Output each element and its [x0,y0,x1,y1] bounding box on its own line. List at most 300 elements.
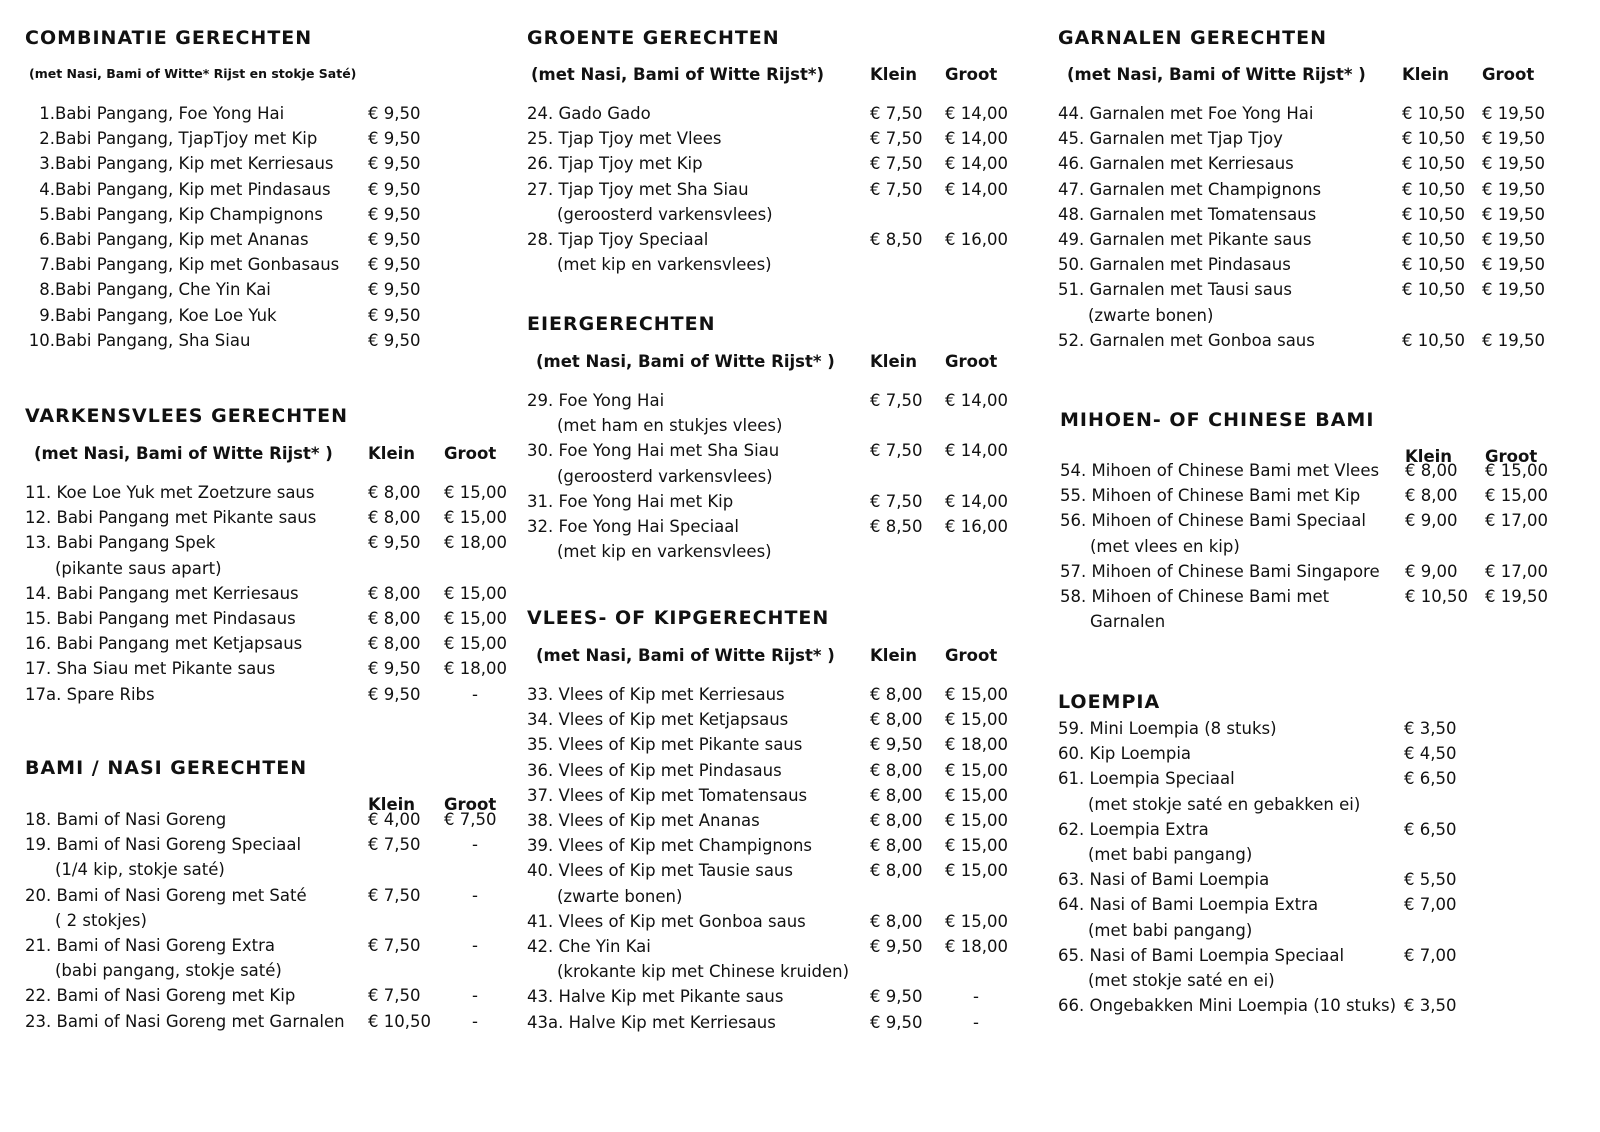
menu-item [1058,584,1588,610]
section-subtitle: (met Nasi, Bami of Witte Rijst* ) [34,444,333,463]
item-name [25,151,334,177]
item-name [1088,303,1213,329]
menu-item [25,983,515,1009]
item-title: Mihoen of Chinese Bami Speciaal [1091,511,1366,531]
price-groot: € 18,00 [444,659,507,679]
item-name [25,126,317,152]
item-name [1088,842,1252,868]
item-title: Garnalen met Tomatensaus [1089,204,1317,224]
menu-item-note [1058,303,1588,329]
item-number: 25. [527,129,554,149]
item-number: 1. [39,104,55,123]
item-number: 46. [1058,154,1085,174]
item-name [527,682,785,708]
item-title: Tjap Tjoy met Kip [558,154,703,174]
section-subtitle: (met Nasi, Bami of Witte Rijst* ) [1067,65,1366,84]
menu-item [527,934,1027,960]
item-name [1060,559,1380,585]
item-name [557,539,772,565]
menu-item [1058,277,1588,303]
item-number: 14. [25,583,52,603]
menu-item [527,758,1027,784]
price-groot: - [973,987,979,1007]
item-title: Babi Pangang met Ketjapsaus [56,634,303,654]
menu-item [527,151,1027,177]
item-name [55,857,225,883]
item-name [1058,867,1269,893]
menu-item [1058,328,1588,354]
price-klein: € 9,50 [368,204,421,224]
item-name [527,732,802,758]
price-groot: € 14,00 [945,179,1008,199]
price-klein: € 10,50 [1402,204,1465,224]
item-title: (babi pangang, stokje saté) [55,961,282,981]
price-klein: € 9,50 [870,1012,923,1032]
item-title: Vlees of Kip met Ananas [558,811,760,830]
menu-item [527,388,1027,414]
item-number: 16. [25,634,52,654]
price-groot: € 18,00 [444,533,507,553]
item-number: 23. [25,1011,52,1031]
menu-item [1058,483,1588,509]
item-number: 28. [527,230,554,249]
item-title: (geroosterd varkensvlees) [557,466,773,486]
price-klein: € 10,50 [1402,330,1465,350]
price-klein: € 9,50 [368,684,421,704]
item-name [25,252,339,278]
item-number: 43. [527,987,554,1007]
item-name [25,227,309,253]
menu-item [25,202,515,228]
item-name [1058,252,1291,278]
item-name [25,933,275,959]
item-number: 5. [39,204,55,224]
price-klein: € 7,50 [870,154,923,174]
price-klein: € 8,00 [870,685,923,704]
price-groot: - [973,1012,979,1032]
item-name [25,202,323,228]
price-groot: € 15,00 [945,836,1008,856]
item-title: Vlees of Kip met Tomatensaus [558,785,808,805]
menu-item [1058,716,1588,742]
menu-item [1058,252,1588,278]
price-groot: - [472,885,478,905]
item-number: 6. [39,230,55,249]
item-title: Mini Loempia (8 stuks) [1089,719,1277,738]
item-number: 30. [527,441,554,461]
section-title: GARNALEN GERECHTEN [1058,27,1328,49]
item-title: (zwarte bonen) [557,886,683,906]
item-number: 36. [527,760,554,780]
item-title: Vlees of Kip met Gonboa saus [558,911,806,931]
price-groot: - [472,684,478,704]
item-number: 64. [1058,895,1085,915]
section-title: COMBINATIE GERECHTEN [25,27,313,49]
price-groot: € 19,50 [1482,330,1545,350]
menu-item [25,606,515,632]
item-name [557,464,773,490]
item-name [25,832,301,858]
item-name [1058,101,1314,127]
price-klein: € 10,50 [1402,255,1465,275]
item-number: 57. [1060,561,1087,581]
menu-item [25,480,515,506]
item-title: (geroosterd varkensvlees) [557,204,773,224]
item-title: Babi Pangang, Kip met Kerriesaus [55,154,334,174]
price-groot: € 14,00 [945,129,1008,149]
price-groot: € 19,50 [1482,129,1545,149]
item-title: (met babi pangang) [1088,920,1253,940]
groot-header: Groot [945,352,998,371]
price-klein: € 7,50 [870,441,923,461]
price-klein: € 9,50 [870,987,923,1007]
item-title: (met stokje saté en ei) [1088,971,1275,990]
item-name [527,227,708,253]
groot-header: Groot [444,444,497,463]
item-title: Babi Pangang, Kip met Pindasaus [55,179,331,199]
price-groot: € 18,00 [945,937,1008,956]
item-name [1060,483,1360,509]
price-groot: € 15,00 [444,583,507,603]
menu-item [1058,943,1588,969]
menu-item-note [1058,534,1588,560]
item-name [1090,609,1165,635]
menu-item-note [1058,842,1588,868]
menu-column-3 [1058,0,1588,1132]
item-title: (krokante kip met Chinese kruiden) [557,962,850,982]
price-klein: € 10,50 [1402,230,1465,249]
menu-item-note [527,884,1027,910]
item-name [25,807,226,833]
item-title: Babi Pangang, Koe Loe Yuk [55,305,277,325]
item-number: 7. [39,255,55,275]
item-name [25,606,296,632]
price-klein: € 10,50 [1402,179,1465,199]
item-number: 4. [39,179,55,199]
item-title: Tjap Tjoy met Vlees [558,129,722,149]
item-number: 63. [1058,870,1085,890]
item-title: (1/4 kip, stokje saté) [55,860,225,880]
item-title: Babi Pangang met Kerriesaus [56,583,299,603]
price-groot: € 19,50 [1485,587,1548,606]
item-number: 40. [527,861,554,881]
item-title: Bami of Nasi Goreng met Kip [56,986,296,1006]
item-name [1058,177,1321,203]
item-title: Halve Kip met Pikante saus [558,987,784,1007]
item-title: Mihoen of Chinese Bami met [1091,587,1330,606]
price-klein: € 8,00 [870,710,923,730]
menu-column-1 [25,0,515,1132]
price-groot: € 16,00 [945,230,1008,249]
menu-item [25,227,515,253]
item-name [1060,584,1329,610]
item-title: Garnalen met Foe Yong Hai [1089,104,1314,123]
price-groot: € 19,50 [1482,230,1545,249]
price-klein: € 10,50 [368,1011,431,1031]
price-groot: € 16,00 [945,517,1008,536]
item-title: Bami of Nasi Goreng met Garnalen [56,1011,345,1031]
menu-item [25,101,515,127]
menu-item [527,227,1027,253]
item-name [25,328,250,354]
menu-item [527,1010,1027,1036]
item-number: 32. [527,517,554,536]
item-number: 13. [25,533,52,553]
item-title: Bami of Nasi Goreng [56,810,227,829]
item-name [527,833,812,859]
menu-item [527,514,1027,540]
item-number: 54. [1060,461,1087,480]
item-name [25,983,295,1009]
item-number: 51. [1058,280,1085,300]
item-title: Tjap Tjoy Speciaal [558,230,709,249]
price-klein: € 7,50 [368,986,421,1006]
price-klein: € 7,50 [870,391,923,410]
menu-item [1058,202,1588,228]
item-name [1088,792,1360,818]
item-number: 38. [527,811,554,830]
item-title: Garnalen met Pikante saus [1089,230,1312,249]
price-klein: € 4,00 [368,810,421,829]
price-groot: € 19,50 [1482,179,1545,199]
price-klein: € 8,00 [1405,461,1458,480]
item-name [25,303,277,329]
price-groot: € 15,00 [945,911,1008,931]
section-title: GROENTE GERECHTEN [527,27,780,49]
menu-item [25,832,515,858]
price-groot: € 14,00 [945,104,1008,123]
item-number: 34. [527,710,554,730]
price-klein: € 3,50 [1404,719,1457,738]
menu-item [527,177,1027,203]
price-klein: € 8,00 [870,760,923,780]
price-klein: € 7,50 [870,179,923,199]
menu-item [1058,508,1588,534]
price-klein: € 10,50 [1402,280,1465,300]
item-number: 22. [25,986,52,1006]
price-klein: € 7,50 [368,936,421,955]
section-title: VLEES- OF KIPGERECHTEN [527,607,830,629]
price-klein: € 8,00 [368,583,421,603]
item-title: Spare Ribs [66,684,155,704]
price-klein: € 9,00 [1405,561,1458,581]
menu-item [1058,227,1588,253]
item-name [527,909,806,935]
price-klein: € 8,00 [870,811,923,830]
menu-item [1058,151,1588,177]
price-groot: € 14,00 [945,491,1008,511]
klein-header: Klein [1405,447,1453,466]
price-klein: € 7,50 [368,835,421,855]
price-groot: € 15,00 [945,710,1008,730]
menu-item [527,682,1027,708]
item-title: Mihoen of Chinese Bami Singapore [1091,561,1380,581]
price-groot: € 14,00 [945,441,1008,461]
item-name [25,480,314,506]
groot-header: Groot [1482,65,1535,84]
item-name [527,808,760,834]
item-number: 48. [1058,204,1085,224]
menu-item [527,732,1027,758]
item-name [557,413,782,439]
menu-item-note [1058,792,1588,818]
item-name [527,514,739,540]
price-klein: € 6,50 [1404,819,1457,839]
price-klein: € 8,00 [368,609,421,628]
item-number: 2. [39,129,55,149]
price-klein: € 10,50 [1402,104,1465,123]
item-name [1058,716,1277,742]
menu-item-note [25,857,515,883]
item-title: Garnalen met Tjap Tjoy [1089,129,1283,149]
item-number: 21. [25,936,52,955]
item-number: 17a. [25,684,62,704]
item-number: 58. [1060,587,1087,606]
item-name [1058,126,1283,152]
price-groot: € 19,50 [1482,204,1545,224]
item-title: Vlees of Kip met Kerriesaus [558,685,785,704]
item-name [1058,817,1209,843]
item-title: Halve Kip met Kerriesaus [568,1012,776,1032]
item-name [557,959,849,985]
item-title: Mihoen of Chinese Bami met Vlees [1091,461,1380,480]
menu-item [25,933,515,959]
item-number: 15. [25,609,52,628]
menu-item [25,303,515,329]
klein-header: Klein [1402,65,1450,84]
menu-item [1058,741,1588,767]
menu-item-note [527,464,1027,490]
item-name [1058,993,1396,1019]
price-groot: € 15,00 [444,634,507,654]
item-number: 27. [527,179,554,199]
section-subtitle: (met Nasi, Bami of Witte Rijst* ) [536,352,835,371]
price-groot: € 15,00 [945,811,1008,830]
menu-item [1058,126,1588,152]
menu-item [527,489,1027,515]
price-klein: € 9,50 [368,659,421,679]
menu-item [527,984,1027,1010]
menu-item [1058,101,1588,127]
item-number: 29. [527,391,554,410]
menu-item [1058,458,1588,484]
menu-item [1058,892,1588,918]
item-number: 50. [1058,255,1085,275]
item-number: 3. [39,154,55,174]
menu-item [527,126,1027,152]
price-klein: € 7,50 [870,491,923,511]
menu-item-note [25,908,515,934]
item-number: 61. [1058,769,1085,789]
menu-item-note [527,959,1027,985]
klein-header: Klein [870,352,918,371]
item-name [1058,943,1344,969]
item-name [1058,328,1315,354]
item-title: Che Yin Kai [558,937,651,956]
price-groot: € 15,00 [1485,461,1548,480]
section-subtitle: (met Nasi, Bami of Witte Rijst*) [531,65,825,84]
menu-item [25,505,515,531]
item-number: 37. [527,785,554,805]
item-name [25,277,271,303]
item-title: (met kip en varkensvlees) [557,255,772,275]
menu-item [527,909,1027,935]
item-name [1058,277,1292,303]
menu-item [1058,817,1588,843]
section-subtitle: (met Nasi, Bami of Witte Rijst* ) [536,646,835,665]
section-title: BAMI / NASI GERECHTEN [25,757,308,779]
menu-item [25,151,515,177]
item-title: Babi Pangang, Kip met Gonbasaus [55,255,340,275]
item-title: Garnalen met Kerriesaus [1089,154,1294,174]
price-groot: - [472,986,478,1006]
item-name [1058,892,1318,918]
price-klein: € 9,50 [368,230,421,249]
item-title: Foe Yong Hai Speciaal [558,517,739,536]
item-name [527,151,703,177]
item-name [55,958,282,984]
item-number: 65. [1058,945,1085,965]
price-klein: € 6,50 [1404,769,1457,789]
item-title: (met ham en stukjes vlees) [557,416,783,436]
price-klein: € 9,50 [368,330,421,350]
item-title: Bami of Nasi Goreng Speciaal [56,835,302,855]
price-groot: - [472,936,478,955]
price-klein: € 7,00 [1404,945,1457,965]
item-name [1088,918,1252,944]
price-groot: € 14,00 [945,391,1008,410]
menu-item [527,858,1027,884]
price-groot: € 15,00 [444,609,507,628]
price-klein: € 8,00 [1405,486,1458,506]
item-title: Babi Pangang, Kip met Ananas [55,230,309,249]
item-name [527,934,651,960]
item-name [527,1010,776,1036]
item-number: 52. [1058,330,1085,350]
item-number: 8. [39,280,55,300]
menu-item [527,101,1027,127]
klein-header: Klein [870,65,918,84]
menu-item [25,252,515,278]
item-number: 45. [1058,129,1085,149]
menu-item [25,1009,515,1035]
item-title: Vlees of Kip met Champignons [558,836,813,856]
price-klein: € 7,00 [1404,895,1457,915]
menu-item-note [1058,609,1588,635]
price-klein: € 9,50 [368,533,421,553]
price-klein: € 8,00 [870,861,923,881]
item-title: Babi Pangang, Kip Champignons [55,204,323,224]
price-klein: € 8,50 [870,517,923,536]
item-name [527,858,793,884]
item-number: 43a. [527,1012,564,1032]
price-groot: € 15,00 [945,760,1008,780]
price-klein: € 9,50 [368,255,421,275]
item-title: Babi Pangang, Che Yin Kai [55,280,271,300]
item-name [1058,151,1294,177]
item-number: 55. [1060,486,1087,506]
price-klein: € 9,50 [368,154,421,174]
price-groot: - [472,1011,478,1031]
item-title: Babi Pangang met Pindasaus [56,609,296,628]
item-number: 20. [25,885,52,905]
groot-header: Groot [444,795,497,814]
menu-item [527,833,1027,859]
price-klein: € 10,50 [1402,154,1465,174]
item-title: Koe Loe Yuk met Zoetzure saus [56,483,315,502]
item-title: Nasi of Bami Loempia Extra [1089,895,1319,915]
price-klein: € 9,00 [1405,511,1458,531]
